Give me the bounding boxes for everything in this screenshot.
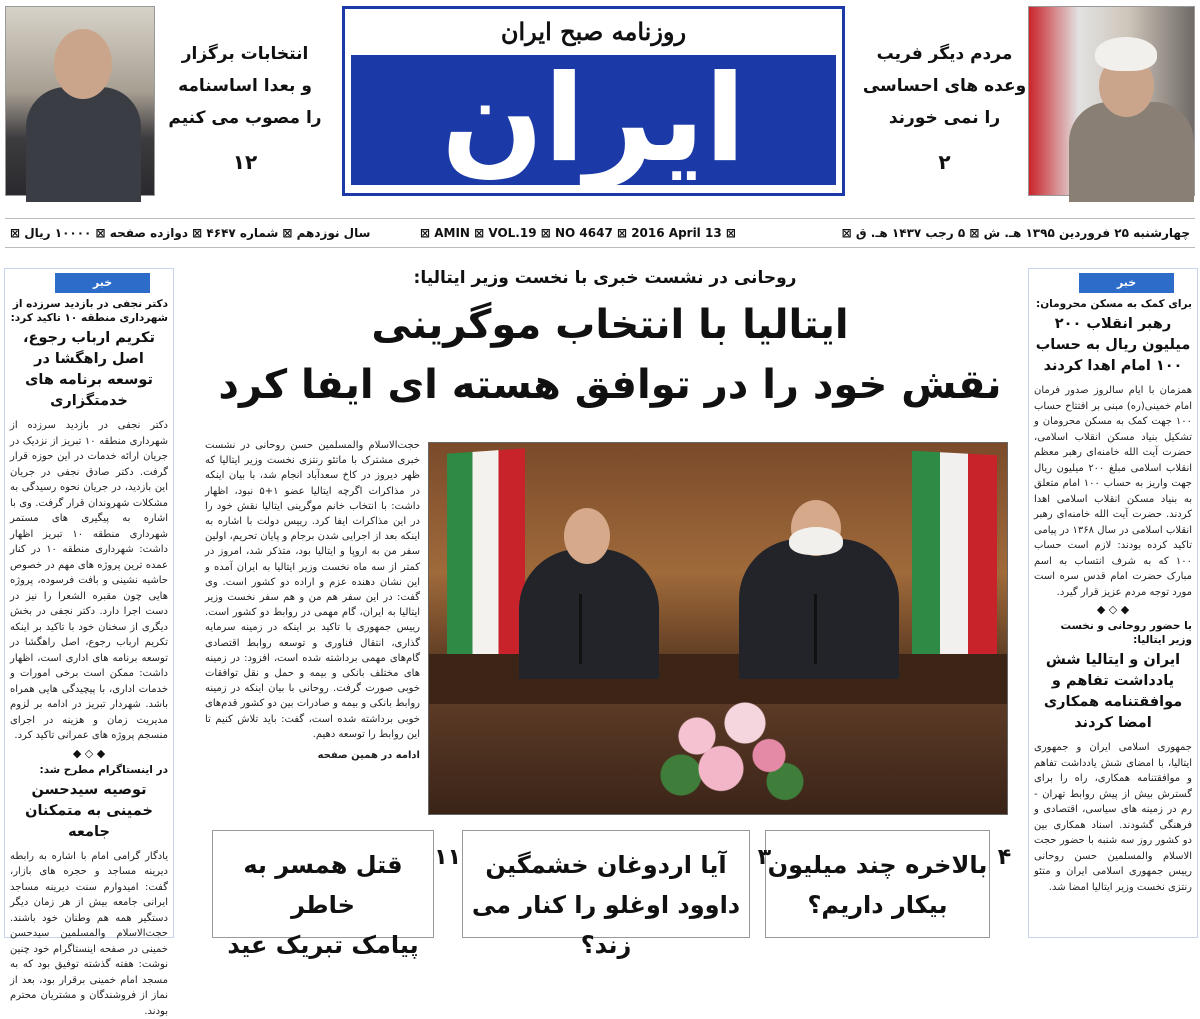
main-article-body bbox=[205, 438, 420, 763]
teaser-right-line3: را نمی خورند bbox=[862, 102, 1027, 134]
photo-figure-right bbox=[739, 539, 899, 679]
photo-head-left bbox=[564, 508, 610, 564]
article-kicker: برای کمک به مسکن محرومان: bbox=[1034, 297, 1192, 311]
bottom-teaser-line1: بالاخره چند میلیون bbox=[766, 845, 989, 885]
masthead bbox=[0, 0, 1200, 205]
main-headline-line1[interactable]: ایتالیا با انتخاب موگرینی bbox=[205, 302, 1015, 348]
article-kicker: با حضور روحانی و نخست وزیر ایتالیا: bbox=[1034, 619, 1192, 647]
logo-word: ایران bbox=[351, 55, 836, 185]
teaser-right[interactable] bbox=[862, 38, 1027, 178]
teaser-right-line1: مردم دیگر فریب bbox=[862, 38, 1027, 70]
article-body: یادگار گرامی امام با اشاره به رابطه دیرینه مساجد و حجره های بازار، گفت: امیدوارم سنت دیرینه مساجد ایرانی جامعه بیش از هر زمان دیگر دستگیر همه هم وطنان خود باشند. حجت‌الاسلام والمسلمین سیدحسن خمینی در صفحه اینستاگرام خود چنین نوشت: هفته گذشته توفیق بود که به مسجد امام خمینی برقرار بود، بعد از نماز از فروشندگان و مشتریان محترم بودند. bbox=[10, 849, 168, 1019]
bottom-teaser-crime[interactable] bbox=[212, 830, 434, 938]
article-body: جمهوری اسلامی ایران و جمهوری ایتالیا، با امضای شش یادداشت تفاهم و موافقتنامه همکاری، راه را برای گسترش بیش از پیش روابط تهران - رم در زمینه های سیاسی، اقتصادی و فرهنگی گشودند. اسناد همکاری بین دو کشور روز سه شنبه با حضور حجت الاسلام والمسلمین حسن روحانی رییس جمهوری اسلامی ایران و متئو رنتزی نخست وزیر ایتالیا امضا شد. bbox=[1034, 740, 1192, 895]
issue-info: سال نوزدهم ⊠ شماره ۴۶۴۷ ⊠ دوازده صفحه ⊠ ۱۰۰۰۰ ریال ⊠ bbox=[10, 226, 370, 240]
bottom-teaser-erdogan[interactable] bbox=[462, 830, 750, 938]
news-tag: خبر bbox=[55, 273, 150, 293]
separator-diamonds: ◆ ◇ ◆ bbox=[10, 747, 168, 760]
article-headline[interactable]: توصیه سیدحسن خمینی به متمکنان جامعه bbox=[10, 780, 168, 843]
photo-figure bbox=[1069, 102, 1194, 202]
main-kicker: روحانی در نشست خبری با نخست وزیر ایتالیا: bbox=[390, 268, 820, 288]
logo-subtitle: روزنامه صبح ایران bbox=[345, 17, 842, 46]
bottom-teaser-page: ۱۱ bbox=[436, 845, 461, 870]
microphone bbox=[579, 594, 582, 664]
continue-link[interactable]: ادامه در همین صفحه bbox=[205, 748, 420, 763]
main-news-photo bbox=[428, 442, 1008, 815]
date-english: ⊠ AMIN ⊠ VOL.19 ⊠ NO 4647 ⊠ 2016 April 13 ⊠ bbox=[420, 226, 736, 240]
bottom-teaser-line1: آیا اردوغان خشمگین bbox=[463, 845, 749, 885]
bottom-teaser-line2: داوود اوغلو را کنار می زند؟ bbox=[463, 885, 749, 965]
teaser-left[interactable] bbox=[165, 38, 325, 178]
main-headline-line2[interactable]: نقش خود را در توافق هسته ای ایفا کرد bbox=[205, 362, 1015, 408]
article-body: همزمان با ایام سالروز صدور فرمان امام خمینی(ره) مبنی بر افتتاح حساب ۱۰۰ جهت کمک به مسکن محرومان و تشکیل بنیاد مسکن انقلاب اسلامی، حضرت آیت الله خامنه‌ای رهبر معظم انقلاب اسلامی مبلغ ۲۰۰ میلیون ریال جهت واریز به حساب ۱۰۰ امام متعلق به بنیاد مسکن انقلاب اسلامی اهدا کردند. حضرت آیت الله خامنه‌ای رهبر انقلاب اسلامی در سال ۱۳۶۸ در پیامی تاکید کرده بودند: لازم است حساب ۱۰۰ که به شرف انتساب به اسم مبارک حضرت امام قدس سره است مورد توجه مردم عزیز قرار گیرد. bbox=[1034, 383, 1192, 600]
main-body-text: حجت‌الاسلام والمسلمین حسن روحانی در نشست خبری مشترک با ماتئو رنتزی نخست وزیر ایتالیا که ظهر دیروز در کاخ سعدآباد انجام شد، با بیان اینکه در مذاکرات اگرچه ایتالیا عضو ۱+۵ نبود، اظهار داشت: با انتخاب خانم موگرینی ایتالیا نقش خود را در این مذاکرات ایفا کرد. رییس دولت با اشاره به اینکه بعد از اجرایی شدن برجام و پایان تحریم، اولین سفر من به اروپا و ایتالیا بود، متذکر شد، امروز در کمتر از سه ماه نخست وزیر ایتالیا به ایران آمده و این نشان دهنده عزم و اراده دو کشور است. وی گفت: در این سفر هم من و هم سفر نخست وزیر ایتالیا به ایران، گام مهمی در روابط دو کشور است. رییس جمهوری با تاکید بر اینکه در زمینه سرمایه گذاری، انتقال فناوری و توسعه روابط اقتصادی گام‌های مهمی برداشته شده است، افزود: در زمینه های مختلف بانکی و بیمه و حمل و نقل توافقات خوبی صورت گرفت. روحانی با بیان اینکه در زمینه روابط بانکی و بیمه و صادرات بین دو کشور قدم‌های خوبی برداشته شده است، گفت: باید تلاش کنیم تا این روابط را توسعه دهیم. bbox=[205, 438, 420, 742]
article-headline[interactable]: تکریم ارباب رجوع، اصل راهگشا در توسعه برنامه های خدمتگزاری bbox=[10, 328, 168, 412]
logo-bar bbox=[351, 55, 836, 185]
photo-head bbox=[54, 29, 112, 99]
article-kicker: در اینستاگرام مطرح شد: bbox=[10, 763, 168, 777]
microphone bbox=[814, 594, 817, 664]
bottom-teaser-unemployment[interactable] bbox=[765, 830, 990, 938]
article-headline[interactable]: ایران و ایتالیا شش یادداشت تفاهم و موافقتنامه همکاری امضا کردند bbox=[1034, 650, 1192, 734]
teaser-right-line2: وعده های احساسی bbox=[862, 70, 1027, 102]
bottom-teaser-line2: بیکار داریم؟ bbox=[766, 885, 989, 925]
portrait-photo-right bbox=[1028, 6, 1195, 196]
photo-figure-left bbox=[519, 549, 659, 679]
date-bar bbox=[5, 218, 1195, 248]
photo-figure bbox=[26, 87, 141, 202]
bottom-teaser-page: ۳ bbox=[752, 845, 777, 870]
photo-flowers bbox=[649, 684, 809, 814]
teaser-left-line1: انتخابات برگزار bbox=[165, 38, 325, 70]
newspaper-logo bbox=[342, 6, 845, 196]
portrait-photo-left bbox=[5, 6, 155, 196]
article-headline[interactable]: رهبر انقلاب ۲۰۰ میلیون ریال به حساب ۱۰۰ امام اهدا کردند bbox=[1034, 314, 1192, 377]
bottom-teaser-line2: پیامک تبریک عید bbox=[213, 925, 433, 965]
separator-diamonds: ◆ ◇ ◆ bbox=[1034, 603, 1192, 616]
date-persian: چهارشنبه ۲۵ فروردین ۱۳۹۵ هـ. ش ⊠ ۵ رجب ۱۴۳۷ هـ. ق ⊠ bbox=[842, 226, 1190, 240]
bottom-teaser-page: ۴ bbox=[992, 845, 1017, 870]
italy-flag bbox=[447, 448, 525, 683]
side-column-right bbox=[1028, 268, 1198, 938]
teaser-left-page: ۱۲ bbox=[165, 146, 325, 178]
teaser-left-line2: و بعدا اساسنامه bbox=[165, 70, 325, 102]
teaser-left-line3: را مصوب می کنیم bbox=[165, 102, 325, 134]
bottom-teaser-line1: قتل همسر به خاطر bbox=[213, 845, 433, 925]
teaser-right-page: ۲ bbox=[862, 146, 1027, 178]
side-column-left bbox=[4, 268, 174, 938]
article-kicker: دکتر نجفی در بازدید سرزده از شهرداری منطقه ۱۰ تاکید کرد: bbox=[10, 297, 168, 325]
news-tag: خبر bbox=[1079, 273, 1174, 293]
photo-turban bbox=[1095, 37, 1157, 71]
article-body: دکتر نجفی در بازدید سرزده از شهرداری منطقه ۱۰ تبریز از نزدیک در جریان ارائه خدمات در این حوزه قرار گرفت. دکتر صادق نجفی در جریان این بازدید، در جریان نحوه رسیدگی به مشکلات شهروندان قرار گرفت. وی با اشاره به پیگیری های مستمر شهرداری منطقه ۱۰ تبریز اظهار داشت: شهرداری منطقه ۱۰ در کنار عمده ترین پروژه های مهم در خصوص حاشیه نشینی و بافت فرسوده، پروژه هایی چون مقبره الشعرا را نیز در دست اجرا دارد. دکتر نجفی در بخش دیگری از سخنان خود با تاکید بر اینکه تکریم ارباب رجوع، اصل راهگشا در توسعه برنامه های اداری است، اظهار داشت: ممکن است برخی امورات و خدمات اداری، با پیچیدگی هایی همراه باشد. شهردار تبریز در ادامه بر لزوم مدیریت زمان و هزینه در اجرای منسجم پروژه های عمرانی تاکید کرد. bbox=[10, 418, 168, 744]
photo-turban bbox=[789, 527, 843, 555]
